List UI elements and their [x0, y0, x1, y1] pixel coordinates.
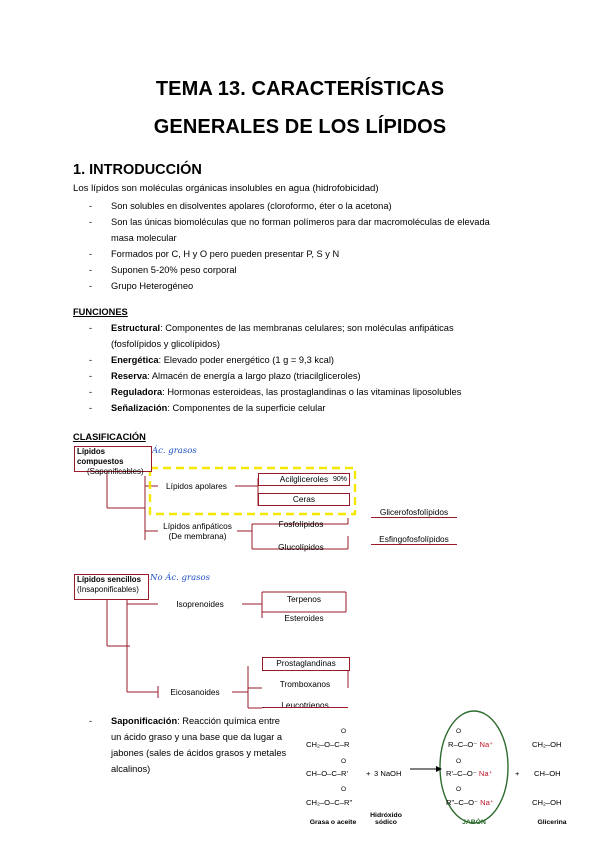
saponificacion-line: jabones (sales de ácidos grasos y metales — [111, 748, 287, 758]
sodium-ion: Na⁺ — [478, 769, 493, 778]
saponificacion-line: un ácido graso y una base que da lugar a — [111, 732, 283, 742]
node-prostaglandinas: Prostaglandinas — [262, 657, 350, 671]
oxygen-label: O — [341, 786, 347, 793]
fat-row: CH₂–O–C–R — [306, 740, 350, 749]
funciones-heading: FUNCIONES — [73, 307, 128, 317]
glycerol-row: CH₂–OH — [532, 798, 562, 807]
node-label: Lípidos anfipáticos — [163, 521, 232, 531]
node-label: Lípidos compuestos — [77, 447, 124, 466]
bullet-dash: - — [89, 371, 93, 381]
hydroxide-caption-line: sódico — [375, 819, 397, 826]
node-label: Lípidos sencillos — [77, 575, 142, 584]
glycerol-row: CH–OH — [534, 769, 561, 778]
list-item — [89, 713, 309, 729]
node-lipidos-apolares: Lípidos apolares — [166, 481, 227, 491]
plus-sign: + — [366, 769, 371, 778]
list-item-text: Formados por C, H y O pero pueden presentar P, S y N — [111, 249, 340, 259]
function-desc: : Hormonas esteroideas, las prostaglandinas o las vitaminas liposolubles — [162, 387, 462, 397]
saponificacion-line: : Reacción química entre — [177, 716, 280, 726]
function-term: Reserva — [111, 371, 148, 381]
list-item-text: Son solubles en disolventes apolares (cloroformo, éter o la acetona) — [111, 201, 392, 211]
saponificacion-line: alcalinos) — [111, 764, 151, 774]
clasificacion-heading: CLASIFICACIÓN — [73, 432, 146, 442]
intro-paragraph: Los lípidos son moléculas orgánicas insolubles en agua (hidrofobicidad) — [73, 183, 379, 194]
plus-sign: + — [515, 769, 520, 778]
function-term: Estructural — [111, 323, 161, 333]
oxygen-label: O — [456, 728, 462, 735]
function-term: Reguladora — [111, 387, 163, 397]
bullet-dash: - — [89, 387, 93, 397]
sodium-ion: Na⁺ — [479, 740, 494, 749]
node-percentage: 90% — [332, 476, 347, 483]
bullet-dash: - — [89, 265, 93, 275]
node-glucolipidos: Glucolípidos — [278, 542, 324, 552]
soap-row: R"–C–O⁻ — [446, 798, 479, 807]
fat-row: CH–O–C–R' — [306, 769, 348, 778]
node-lipidos-sencillos — [74, 574, 149, 600]
naoh-label: 3 NaOH — [374, 769, 402, 778]
glycerol-row: CH₂–OH — [532, 740, 562, 749]
saponificacion-block — [89, 713, 299, 783]
node-label: Acilgliceroles — [279, 474, 329, 484]
bullet-dash: - — [89, 249, 93, 259]
oxygen-label: O — [456, 758, 462, 765]
oxygen-label: O — [341, 728, 347, 735]
node-tromboxanos: Tromboxanos — [279, 679, 331, 689]
bullet-dash: - — [89, 217, 93, 227]
node-esteroides: Esteroides — [284, 613, 324, 623]
handwritten-note-no-ac-grasos: No Ác. grasos — [150, 573, 210, 583]
sodium-ion: Na⁺ — [480, 798, 494, 807]
bullet-dash: - — [89, 281, 93, 291]
oxygen-label: O — [456, 786, 462, 793]
glycerin-caption: Glicerina — [537, 819, 567, 826]
bullet-dash: - — [89, 403, 93, 413]
node-glicerofosfolipidos: Glicerofosfolípidos — [371, 507, 457, 518]
intro-heading: 1. INTRODUCCIÓN — [73, 162, 202, 178]
function-desc: (fosfolípidos y glicolípidos) — [111, 339, 221, 349]
hydroxide-caption-line: Hidróxido — [370, 812, 402, 819]
list-item-text: Son las únicas biomoléculas que no forman polímeros para dar macromoléculas de elevada — [111, 217, 490, 227]
function-desc: : Componentes de las membranas celulares; son moléculas anfipáticas — [160, 323, 454, 333]
page-title-line-1: TEMA 13. CARACTERÍSTICAS — [155, 78, 445, 100]
function-desc: : Elevado poder energético (1 g = 9,3 kcal) — [158, 355, 335, 365]
fat-row: CH₂–O–C–R" — [306, 798, 353, 807]
node-ceras: Ceras — [258, 493, 350, 506]
saponification-reaction-figure — [306, 724, 596, 834]
function-desc: : Componentes de la superficie celular — [167, 403, 326, 413]
page-title-line-2: GENERALES DE LOS LÍPIDOS — [153, 116, 447, 138]
bullet-dash: - — [89, 201, 93, 211]
hydroxide-caption — [366, 812, 406, 826]
list-item-text: masa molecular — [111, 233, 177, 243]
node-lipidos-anfipaticos — [158, 521, 237, 541]
function-term: Energética — [111, 355, 159, 365]
bullet-dash: - — [89, 716, 93, 726]
soap-caption: JABÓN — [462, 819, 486, 826]
node-lipidos-compuestos — [74, 446, 152, 476]
oxygen-label: O — [341, 758, 347, 765]
handwritten-note-ac-grasos: Ác. grasos — [152, 446, 197, 456]
function-term: Señalización — [111, 403, 168, 413]
list-item-text: Suponen 5-20% peso corporal — [111, 265, 237, 275]
node-acilgliceroles — [258, 473, 350, 486]
node-fosfolipidos: Fosfolípidos — [278, 519, 324, 529]
bullet-dash: - — [89, 355, 93, 365]
function-desc: : Almacén de energía a largo plazo (triacilgliceroles) — [147, 371, 361, 381]
saponificacion-term: Saponificación — [111, 716, 178, 726]
node-eicosanoides: Eicosanoides — [170, 687, 220, 697]
soap-row: R'–C–O⁻ — [446, 769, 477, 778]
list-item-text: Grupo Heterogéneo — [111, 281, 194, 291]
node-sublabel: (Saponificables) — [87, 467, 144, 476]
node-leucotrienos: Leucotrienos — [262, 700, 348, 708]
node-esfingofosfolipidos: Esfingofosfolípidos — [371, 534, 457, 545]
node-isoprenoides: Isoprenoides — [176, 599, 224, 609]
node-terpenos: Terpenos — [286, 594, 322, 604]
node-sublabel: (Insaponificables) — [77, 585, 139, 594]
bullet-dash: - — [89, 323, 93, 333]
fat-caption: Grasa o aceite — [309, 819, 357, 826]
soap-row: R–C–O⁻ — [448, 740, 478, 749]
node-sublabel: (De membrana) — [168, 531, 227, 541]
